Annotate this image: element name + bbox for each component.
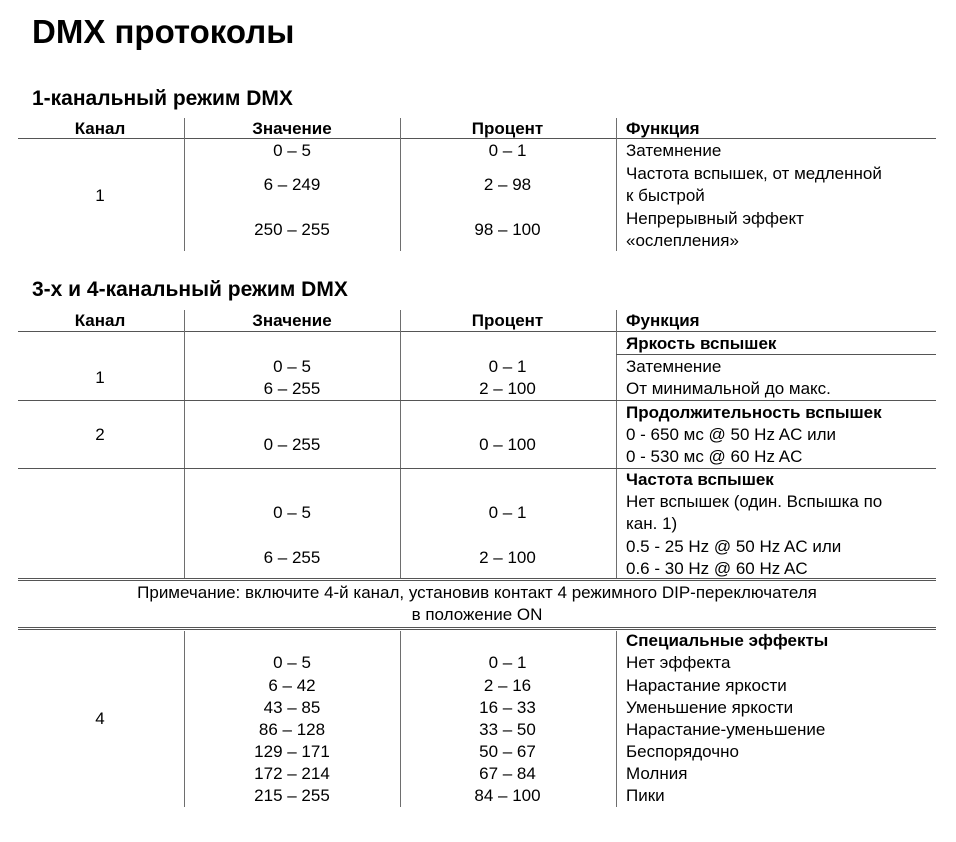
- value-cell: 0 – 5: [273, 141, 311, 160]
- function-cell: к быстрой: [626, 186, 705, 205]
- value-cell: 0 – 5: [273, 357, 311, 376]
- function-cell: Нет эффекта: [626, 653, 731, 672]
- value-cell: 0 – 5: [273, 653, 311, 672]
- function-cell: 0.6 - 30 Hz @ 60 Hz AC: [626, 559, 808, 578]
- percent-cell: 2 – 100: [479, 379, 536, 398]
- value-cell: 6 – 42: [268, 676, 316, 695]
- header-value: Значение: [252, 119, 332, 138]
- function-cell: От минимальной до макс.: [626, 379, 831, 398]
- column-divider: [184, 631, 185, 807]
- column-divider: [400, 631, 401, 807]
- section1-heading: 1-канальный режим DMX: [32, 87, 293, 110]
- function-title-divider: [616, 354, 936, 355]
- function-cell: Нарастание яркости: [626, 676, 787, 695]
- function-title: Яркость вспышек: [626, 334, 777, 353]
- function-cell: 0.5 - 25 Hz @ 50 Hz AC или: [626, 537, 842, 556]
- function-cell: Нарастание-уменьшение: [626, 720, 826, 739]
- percent-cell: 2 – 100: [479, 548, 536, 567]
- function-cell: Непрерывный эффект: [626, 209, 804, 228]
- function-title: Частота вспышек: [626, 470, 774, 489]
- header-function: Функция: [626, 311, 700, 330]
- percent-cell: 98 – 100: [474, 220, 541, 239]
- value-cell: 6 – 249: [263, 175, 321, 194]
- value-cell: 0 – 255: [263, 435, 321, 454]
- section2-heading: 3-х и 4-канальный режим DMX: [32, 278, 348, 301]
- header-percent: Процент: [471, 311, 544, 330]
- function-title: Продолжительность вспышек: [626, 403, 882, 422]
- function-title: Специальные эффекты: [626, 631, 829, 650]
- percent-cell: 0 – 1: [488, 653, 527, 672]
- header-channel: Канал: [74, 119, 126, 138]
- percent-cell: 16 – 33: [479, 698, 536, 717]
- percent-cell: 84 – 100: [474, 786, 541, 805]
- column-divider: [616, 310, 617, 579]
- row-divider: [18, 468, 936, 469]
- value-cell: 86 – 128: [258, 720, 326, 739]
- percent-cell: 67 – 84: [479, 764, 536, 783]
- row-divider: [18, 400, 936, 401]
- function-cell: Частота вспышек, от медленной: [626, 164, 882, 183]
- percent-cell: 2 – 16: [483, 676, 532, 695]
- header-function: Функция: [626, 119, 700, 138]
- function-cell: 0 - 530 мс @ 60 Hz AC: [626, 447, 803, 466]
- note-top-divider: [18, 578, 936, 581]
- column-divider: [400, 310, 401, 579]
- channel-cell: 4: [95, 709, 105, 728]
- function-cell: Пики: [626, 786, 665, 805]
- value-cell: 0 – 5: [273, 503, 311, 522]
- page-title: DMX протоколы: [32, 13, 295, 50]
- column-divider: [616, 118, 617, 251]
- note-line: Примечание: включите 4-й канал, установив контакт 4 режимного DIP-переключателя: [137, 583, 817, 602]
- function-cell: «ослепления»: [626, 231, 739, 250]
- function-cell: 0 - 650 мс @ 50 Hz AC или: [626, 425, 836, 444]
- column-divider: [184, 118, 185, 251]
- function-cell: Уменьшение яркости: [626, 698, 794, 717]
- value-cell: 172 – 214: [254, 764, 330, 783]
- function-cell: Молния: [626, 764, 688, 783]
- percent-cell: 50 – 67: [479, 742, 536, 761]
- header-percent: Процент: [471, 119, 544, 138]
- value-cell: 43 – 85: [263, 698, 321, 717]
- function-cell: Беспорядочно: [626, 742, 739, 761]
- function-cell: Нет вспышек (один. Вспышка по: [626, 492, 883, 511]
- function-cell: Затемнение: [626, 141, 722, 160]
- percent-cell: 2 – 98: [483, 175, 532, 194]
- column-divider: [184, 310, 185, 579]
- value-cell: 6 – 255: [263, 379, 321, 398]
- percent-cell: 0 – 100: [479, 435, 536, 454]
- note-line: в положение ON: [411, 605, 543, 624]
- percent-cell: 33 – 50: [479, 720, 536, 739]
- function-cell: кан. 1): [626, 514, 678, 533]
- header-divider: [18, 331, 936, 332]
- header-divider: [18, 138, 936, 139]
- function-cell: Затемнение: [626, 357, 722, 376]
- channel-cell: 2: [95, 425, 105, 444]
- header-value: Значение: [252, 311, 332, 330]
- percent-cell: 0 – 1: [488, 141, 527, 160]
- value-cell: 129 – 171: [254, 742, 330, 761]
- percent-cell: 0 – 1: [488, 503, 527, 522]
- value-cell: 6 – 255: [263, 548, 321, 567]
- channel-cell: 1: [95, 186, 105, 205]
- percent-cell: 0 – 1: [488, 357, 527, 376]
- value-cell: 250 – 255: [254, 220, 330, 239]
- header-channel: Канал: [74, 311, 126, 330]
- value-cell: 215 – 255: [254, 786, 330, 805]
- column-divider: [616, 631, 617, 807]
- column-divider: [400, 118, 401, 251]
- channel-cell: 1: [95, 368, 105, 387]
